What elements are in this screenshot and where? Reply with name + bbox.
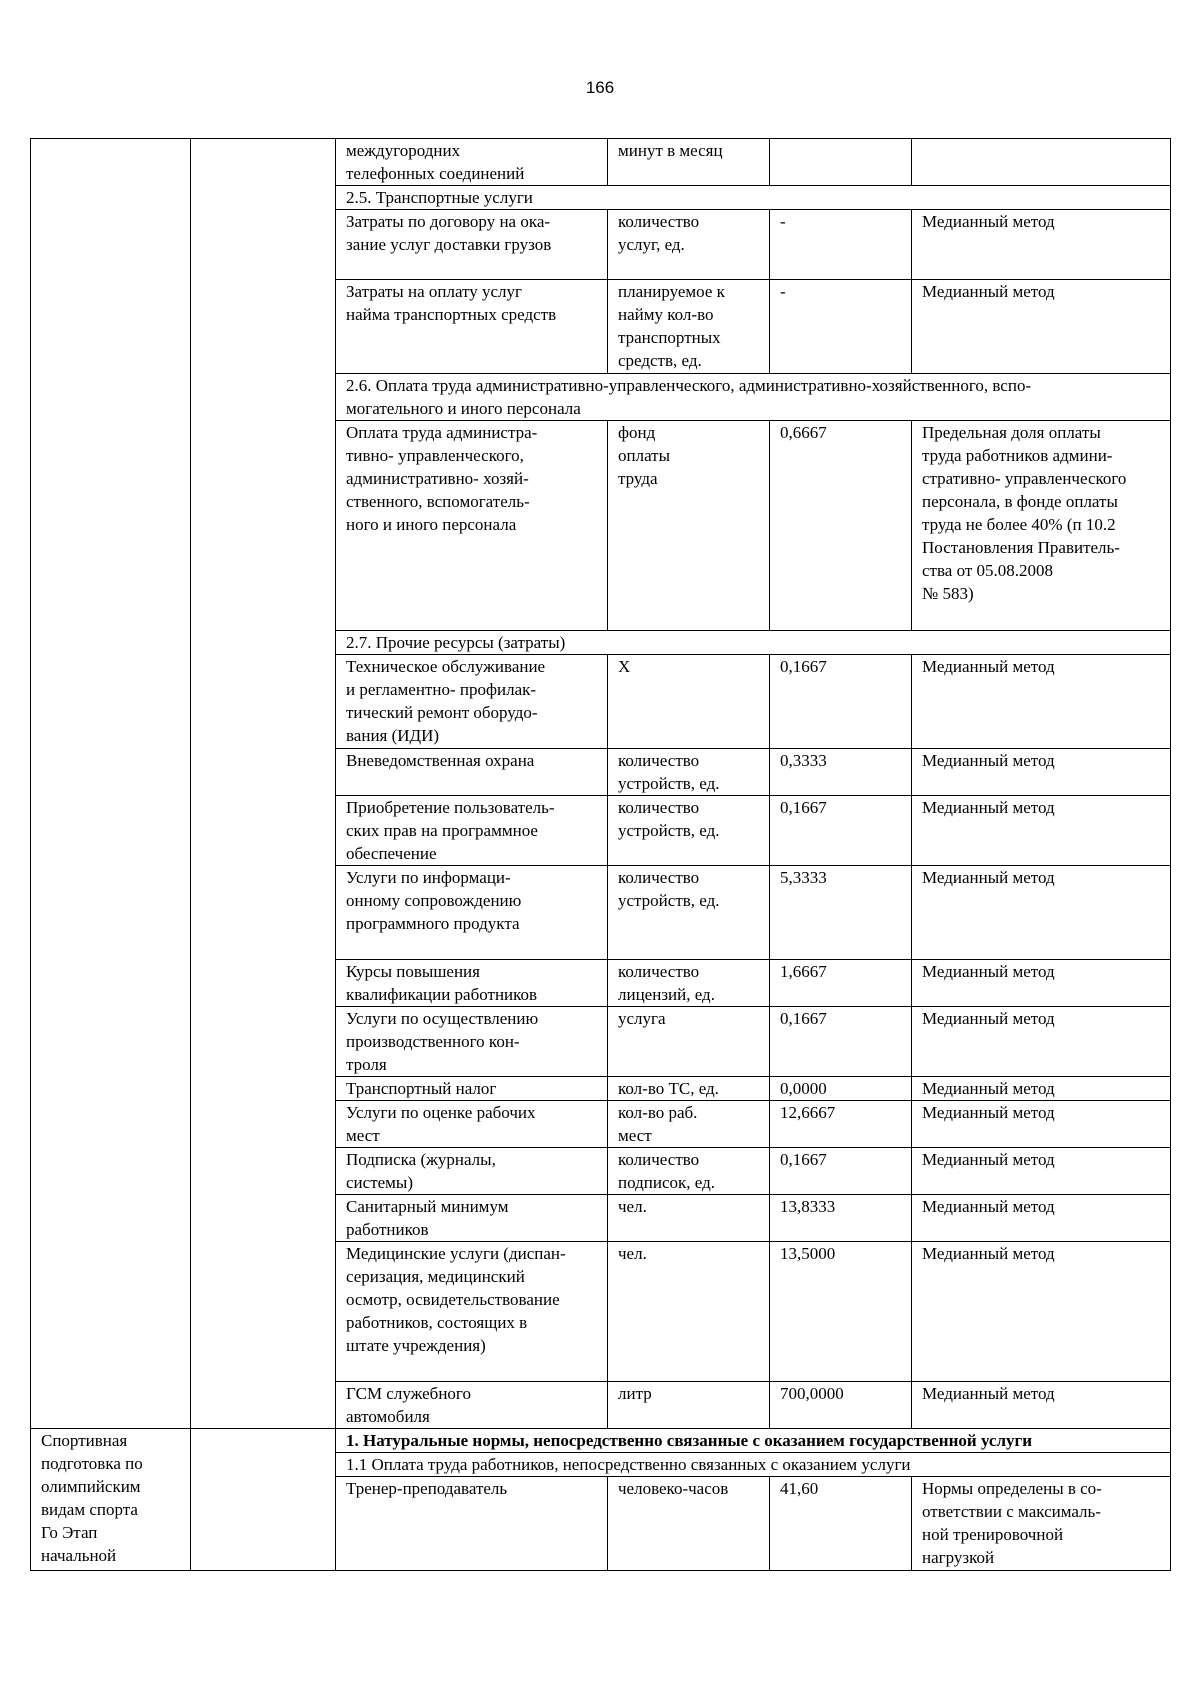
- section-title: 1.1 Оплата труда работников, непосредственно связанных с оказанием услуги: [336, 1453, 1171, 1477]
- service-code-cell: [191, 139, 336, 1429]
- resource-name: ГСМ служебного автомобиля: [336, 1382, 608, 1429]
- section-title: 2.7. Прочие ресурсы (затраты): [336, 631, 1171, 655]
- norms-table: [30, 138, 1171, 1571]
- resource-name: Услуги по оценке рабочих мест: [336, 1101, 608, 1148]
- norm-value: 41,60: [770, 1477, 912, 1571]
- norms-table-body: [31, 139, 1171, 1571]
- unit: количество подписок, ед.: [608, 1148, 770, 1195]
- page-number: 166: [585, 78, 615, 97]
- norm-value: 13,5000: [770, 1242, 912, 1382]
- resource-name: Приобретение пользователь- ских прав на программное обеспечение: [336, 796, 608, 866]
- resource-name: Техническое обслуживание и регламентно- профилак- тический ремонт оборудо- вания (ИДИ): [336, 655, 608, 749]
- calc-method: Медианный метод: [912, 1382, 1171, 1429]
- unit: количество устройств, ед.: [608, 866, 770, 960]
- section-row: [31, 1429, 1171, 1453]
- calc-method: [912, 139, 1171, 186]
- calc-method: Медианный метод: [912, 655, 1171, 749]
- resource-name: Подписка (журналы, системы): [336, 1148, 608, 1195]
- unit: кол-во раб. мест: [608, 1101, 770, 1148]
- resource-name: Медицинские услуги (диспан- серизация, медицинский осмотр, освидетельствование работников, состоящих в штате учреждения): [336, 1242, 608, 1382]
- calc-method: Медианный метод: [912, 1101, 1171, 1148]
- norm-value: 12,6667: [770, 1101, 912, 1148]
- calc-method: Медианный метод: [912, 749, 1171, 796]
- norm-value: 0,1667: [770, 655, 912, 749]
- calc-method: Медианный метод: [912, 280, 1171, 374]
- unit: минут в месяц: [608, 139, 770, 186]
- unit: количество устройств, ед.: [608, 749, 770, 796]
- norm-value: 13,8333: [770, 1195, 912, 1242]
- norm-value: 5,3333: [770, 866, 912, 960]
- norm-value: 0,0000: [770, 1077, 912, 1101]
- resource-name: Тренер-преподаватель: [336, 1477, 608, 1571]
- unit: количество устройств, ед.: [608, 796, 770, 866]
- norm-value: 700,0000: [770, 1382, 912, 1429]
- resource-name: Оплата труда администра- тивно- управленческого, административно- хозяй- ственного, вспомогатель- ного и иного персонала: [336, 421, 608, 631]
- unit: планируемое к найму кол-во транспортных средств, ед.: [608, 280, 770, 374]
- norm-value: 0,1667: [770, 1007, 912, 1077]
- unit: фонд оплаты труда: [608, 421, 770, 631]
- unit: количество лицензий, ед.: [608, 960, 770, 1007]
- norm-value: 1,6667: [770, 960, 912, 1007]
- calc-method: Медианный метод: [912, 796, 1171, 866]
- service-name-cell: Спортивная подготовка по олимпийским видам спорта Го Этап начальной: [31, 1429, 191, 1571]
- calc-method: Медианный метод: [912, 1148, 1171, 1195]
- resource-name: Санитарный минимум работников: [336, 1195, 608, 1242]
- norm-value: 0,1667: [770, 796, 912, 866]
- calc-method: Нормы определены в со- ответствии с максималь- ной тренировочной нагрузкой: [912, 1477, 1171, 1571]
- unit: литр: [608, 1382, 770, 1429]
- resource-name: Затраты по договору на ока- зание услуг доставки грузов: [336, 210, 608, 280]
- unit: кол-во ТС, ед.: [608, 1077, 770, 1101]
- resource-name: междугородних телефонных соединений: [336, 139, 608, 186]
- unit: чел.: [608, 1195, 770, 1242]
- calc-method: Медианный метод: [912, 1077, 1171, 1101]
- unit: услуга: [608, 1007, 770, 1077]
- norm-value: 0,3333: [770, 749, 912, 796]
- calc-method: Предельная доля оплаты труда работников админи- стративно- управленческого персонала, в фонде оплаты труда не более 40% (п 10.2 Постановления Правитель- ства от 05.08.2008 № 583): [912, 421, 1171, 631]
- unit: человеко-часов: [608, 1477, 770, 1571]
- resource-name: Вневедомственная охрана: [336, 749, 608, 796]
- unit: X: [608, 655, 770, 749]
- section-title: 2.6. Оплата труда административно-управленческого, административно-хозяйственного, вспо- могательного и иного персонала: [336, 374, 1171, 421]
- calc-method: Медианный метод: [912, 210, 1171, 280]
- table-row: [31, 139, 1171, 186]
- calc-method: Медианный метод: [912, 866, 1171, 960]
- section-heading: 1. Натуральные нормы, непосредственно связанные с оказанием государственной услуги: [336, 1429, 1171, 1453]
- calc-method: Медианный метод: [912, 1195, 1171, 1242]
- resource-name: Затраты на оплату услуг найма транспортных средств: [336, 280, 608, 374]
- resource-name: Услуги по информаци- онному сопровождению программного продукта: [336, 866, 608, 960]
- norm-value: -: [770, 210, 912, 280]
- resource-name: Услуги по осуществлению производственного кон- троля: [336, 1007, 608, 1077]
- unit: чел.: [608, 1242, 770, 1382]
- calc-method: Медианный метод: [912, 1007, 1171, 1077]
- service-code-cell: [191, 1429, 336, 1571]
- calc-method: Медианный метод: [912, 1242, 1171, 1382]
- norm-value: 0,6667: [770, 421, 912, 631]
- resource-name: Транспортный налог: [336, 1077, 608, 1101]
- unit: количество услуг, ед.: [608, 210, 770, 280]
- norm-value: -: [770, 280, 912, 374]
- resource-name: Курсы повышения квалификации работников: [336, 960, 608, 1007]
- calc-method: Медианный метод: [912, 960, 1171, 1007]
- service-name-cell: [31, 139, 191, 1429]
- norm-value: 0,1667: [770, 1148, 912, 1195]
- norm-value: [770, 139, 912, 186]
- section-title: 2.5. Транспортные услуги: [336, 186, 1171, 210]
